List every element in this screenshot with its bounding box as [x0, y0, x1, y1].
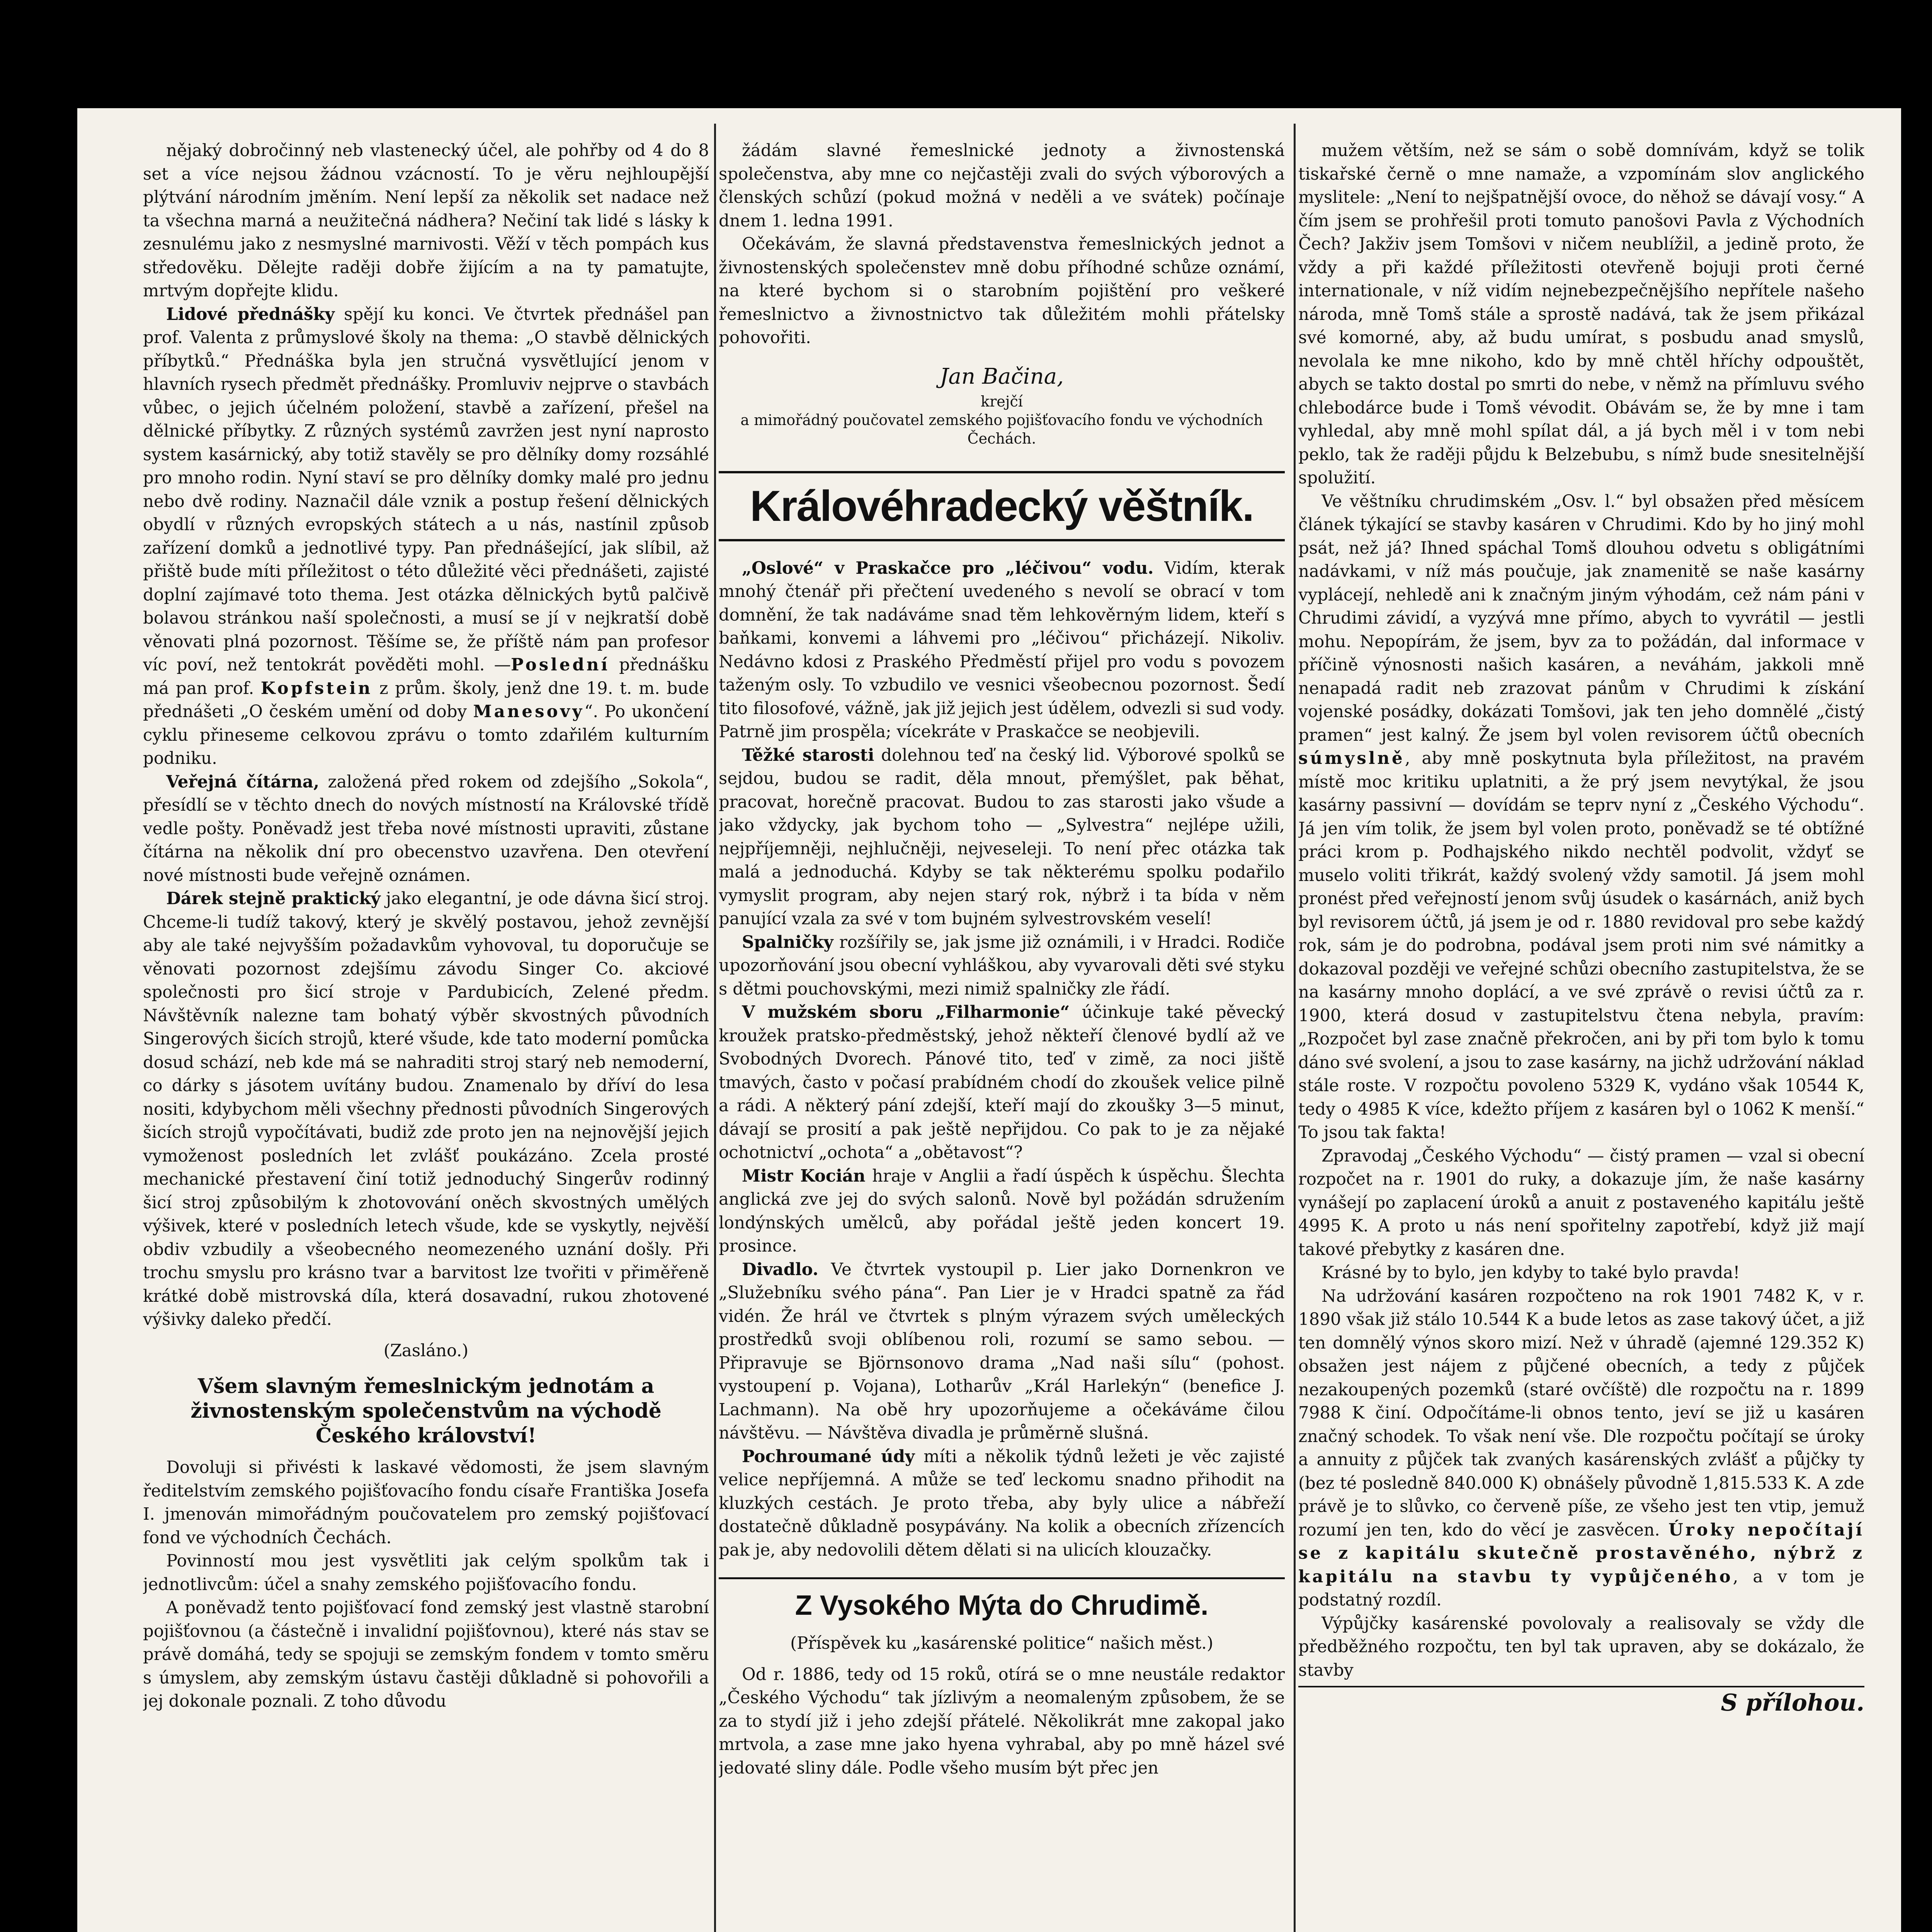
- paragraph: Divadlo. Ve čtvrtek vystoupil p. Lier jako Dornenkron ve „Služebníku svého pána“. Pan Lier je v Hradci spatně za řád vidén. Že hrál ve čtvrtek s plným výrazem svých uměleckých prostředků svoji oblíbenou roli, rozumí se samo sebou. — Připravuje se Björnsonovo drama „Nad naši sílu“ (pohost. vystoupení p. Vojana), Lotharův „Král Harlekýn“ (benefice J. Lachmann). Na obě hry upozorňujeme a očekáváme čilou návštěvu. — Návštěva divadla je průměrně slušná.: [719, 1259, 1285, 1443]
- article-heading: Z Vysokého Mýta do Chrudimě.: [719, 1577, 1285, 1624]
- column-divider: [714, 124, 716, 1932]
- paragraph-lead: Mistr Kocián: [742, 1166, 866, 1186]
- column-1: [143, 139, 709, 1932]
- paragraph: Na udržování kasáren rozpočteno na rok 1901 7482 K, v r. 1890 však již stálo 10.544 K a bude letos as zase takový účet, a již ten domnělý výnos skoro mizí. Než v úhradě (ajemné 129.352 K) obsažen jest nájem z půjčené obecních, a tedy z půjček nezakoupených pozemků (staré ovčíště) dle rozpočtu na r. 1899 7988 K činí. Odpočítáme-li obnos tento, jeví se již u kasáren značný schodek. To však není vše. Dle rozpočtu počítají se úroky a annuity z půjček tak zvaných kasárenských zvlášť a půjčky ty (bez té posledně 840.000 K) obnášely původně 1,815.533 K. A zde právě je to slůvko, co červeně píše, ze všeho jest ten vtip, jemuž rozumí jen ten, kdo do věcí je zasvěcen. Úroky nepočítají se z kapitálu skutečně prostavěného, nýbrž z kapitálu na stavbu ty vypůjčeného, a v tom je podstatný rozdíl.: [1298, 1286, 1864, 1610]
- paragraph: Veřejná čítárna, založená před rokem od zdejšího „Sokola“, přesídlí se v těchto dnech do nových místností na Královské třídě vedle pošty. Poněvadž jest třeba nové místnosti upraviti, zůstane čítárna na několik dní pro obecenstvo uzavřena. Den otevření nové místnosti bude veřejně oznámen.: [143, 772, 709, 885]
- paragraph: Spalničky rozšířily se, jak jsme již oznámili, i v Hradci. Rodiče upozorňování jsou obecní vyhláškou, aby vyvarovali děti své styku s dětmi pouchovskými, mezi nimiž spalničky zle řádí.: [719, 932, 1285, 999]
- paragraph: Ve věštníku chrudimském „Osv. l.“ byl obsažen před měsícem článek týkající se stavby kasáren v Chrudimi. Kdo by ho jiný mohl psát, než já? Ihned spáchal Tomš dlouhou odvetu s obligátními nadávkami, v níž más poučuje, jak znamenitě se naše kasárny vyplácejí, nehledě ani k značným jiným výhodám, cež nám páni v Chrudimi závidí, a vyzývá mne přímo, abych to vyvrátil — jestli mohu. Nepopírám, že jsem, byv za to požádán, dal informace v příčině výnosnosti našich kasáren, a neváhám, jakkoli mně nenapadá radit neb zrazovat pánům v Chrudimi k získání vojenské posádky, dokázati Tomšovi, jak ten jeho domnělé „čistý pramen“ jest kalný. Že jsem byl volen revisorem účtů obecních súmyslně, aby mně poskytnuta byla příležitost, na pravém místě moc kritiku uplatniti, a že prý jsem nevytýkal, že jsou kasárny passivní — dovídám se teprv nyní z „Českého Východu“. Já jen vím tolik, že jsem byl volen proto, poněvadž se té obtížné práci krom p. Podhajského nikdo nechtěl podvolit, vždyť se muselo voliti třikrát, každý svolený vždy samotil. Já jsem mohl pronést před veřejností jenom svůj úsudek o kasárnách, aniž bych byl revisorem účtů, já jsem je od r. 1880 revidoval pro sebe každý rok, sám je do podrobna, podával jsem proti nim své námitky a dokazoval později ve veřejné schůzi obecního zastupitelstva, že se na kasárny mnoho doplácí, a ve své zprávě o revisi účtů za r. 1900, která dosud v zastupitelstvu čtena nebyla, pravím: „Rozpočet byl zase značně překročen, ani by při tom bylo k tomu dáno své svolení, a jsou to zase kasárny, na jichž udržování náklad stále roste. V rozpočtu povoleno 5329 K, vydáno však 10544 K, tedy o 4985 K více, kdežto příjem z kasáren byl o 1062 K menší.“ To jsou tak fakta!: [1298, 492, 1864, 1142]
- paragraph-lead: Dárek stejně praktický: [166, 889, 381, 908]
- column-divider: [1294, 124, 1296, 1932]
- paragraph: Zpravodaj „Českého Východu“ — čistý pramen — vzal si obecní rozpočet na r. 1901 do ruky, a dokazuje jím, že naše kasárny vynášejí po zaplacení úroků a anuit z postaveného kapitálu ještě 4995 K. A proto u nás není spořitelny zapotřebí, když již mají takové přebytky z kasáren dne.: [1298, 1146, 1864, 1259]
- signature-title: a mimořádný poučovatel zemského pojišťovacího fondu ve východních Čechách.: [740, 411, 1263, 447]
- paragraph-lead: Těžké starosti: [742, 745, 874, 765]
- paragraph: Pochroumané údy míti a několik týdnů ležeti je věc zajisté velice nepříjemná. A může se teď leckomu snadno přihodit na kluzkých cestách. Je proto třeba, aby byly ulice a nábřeží dostatečně důkladně posypávány. Na kolik a obecních zřízencích pak je, aby nedovolili dětem dělati si na ulicích klouzačky.: [719, 1446, 1285, 1560]
- paragraph: Očekávám, že slavná představenstva řemeslnických jednot a živnostenských společenstev mně dobu příhodné schůze oznámí, na které bychom si o starobním pojištění pro veškeré řemeslnictvo a živnostnictvo tak důležitém mohli přátelsky pohovořiti.: [719, 235, 1285, 347]
- paragraph-lead: Veřejná čítárna,: [166, 772, 320, 792]
- newspaper-page: [77, 108, 1901, 1932]
- signature-name: Jan Bačina,: [940, 364, 1064, 389]
- paragraph: Dárek stejně praktický jako elegantní, je ode dávna šicí stroj. Chceme-li tudíž takový, který je skvělý postavou, jehož zevnější aby ale také nejvyšším požadavkům vyhovoval, tu doporučuje se věnovati pozornost zdejšímu závodu Singer Co. akciové společnosti pro šicí stroje v Pardubicích, Zelené předm. Návštěvník nalezne tam bohatý výběr skvostných původních Singerových šicích strojů, které všude, kde tato moderní pomůcka dosud schází, neb kde má se nahraditi stroj starý neb nemoderní, co dárky s jásotem uvítány budou. Znamenalo by dříví do lesa nositi, kdybychom měli všechny přednosti původních Singerových šicích strojů vypočítávati, budiž zde proto jen na nejnovější jejich vymoženost posledních let zvlášť poukázáno. Zcela prosté mechanické přestavení činí totiž jednoduchý Singerův rodinný šicí stroj způsobilým k zhotovování oněch skvostných umělých výšivek, které v posledních letech všude, kde se vyskytly, nejvěší obdiv vzbudily a všeobecného neomezeného uznání došly. Při trochu smyslu pro krásno tvar a barvitost lze tvořiti v přiměřeně krátké době mistrovská díla, která dosavadní, rukou zhotovené výšivky daleko předčí.: [143, 889, 709, 1329]
- paragraph: Těžké starosti dolehnou teď na český lid. Výborové spolků se sejdou, budou se radit, děla mnout, přemýšlet, pak běhat, pracovat, horečně pracovat. Budou to zas starosti jako všude a jako vždycky, jak bychom toho — „Sylvestra“ nejlépe užili, nejpříjemněji, nejhlučněji, nejveseleji. To není přec otázka tak malá a jednoduchá. Kdyby se tak některému spolku podařilo vymyslit program, aby nejen starý rok, nýbrž i ta bída v něm panující vzala za své v tom bujném sylvestrovském veselí!: [719, 745, 1285, 929]
- paragraph-lead: Spalničky: [742, 932, 833, 952]
- paragraph-lead: V mužském sboru „Filharmonie“: [742, 1002, 1070, 1022]
- paragraph: A poněvadž tento pojišťovací fond zemský jest vlastně starobní pojišťovnou (a částečně i invalidní pojišťovnou), které nás stav se právě domáhá, tedy se spojuji se zemským fondem v tomto směru s úmyslem, aby zemským ústavu častěji důkladně si pohovořili a jej dokonale poznali. Z toho důvodu: [143, 1598, 709, 1711]
- article-heading: Všem slavným řemeslnickým jednotám a živnostenským společenstvům na východě Českého království!: [190, 1374, 662, 1447]
- paragraph-lead: Lidové přednášky: [166, 304, 335, 324]
- paragraph: Mistr Kocián hraje v Anglii a řadí úspěch k úspěchu. Šlechta anglická zve jej do svých salonů. Nově byl požádán sdružením londýnských umělců, aby pořádal ještě jeden koncert 19. prosince.: [719, 1166, 1285, 1256]
- paragraph: nějaký dobročinný neb vlastenecký účel, ale pohřby od 4 do 8 set a více nejsou žádnou vzácností. To je věru nejhloupější plýtvání národním jměním. Není lepší za několik set nadace než ta všechna marná a neužitečná nádhera? Nečiní tak lidé s lásky k zesnulému jako z nesmyslné marnivosti. Věží v těch pompách kus středověku. Dělejte raději dobře žijícím a na ty pamatujte, mrtvým dopřejte klidu.: [143, 141, 709, 301]
- paragraph: Dovoluji si přivésti k laskavé vědomosti, že jsem slavným ředitelstvím zemského pojišťovacího fondu císaře Františka Josefa I. jmenován mimořádným poučovatelem pro zemský pojišťovací fond ve východních Čechách.: [143, 1458, 709, 1548]
- signature-role: krejčí: [981, 393, 1023, 410]
- section-masthead: Královéhradecký věštník.: [719, 471, 1285, 541]
- paragraph: „Oslové“ v Praskačce pro „léčivou“ vodu. Vidím, kterak mnohý čtenář při přečtení uvedeného s nevolí se obrací v tom domnění, že tak nadáváme snad těm lehkověrným lidem, kteří s baňkami, konvemi a láhvemi pro „léčivou“ přicházejí. Nikoliv. Nedávno kdosi z Praského Předměstí přijel pro vodu s povozem taženým osly. To vzbudilo ve vesnici všeobecnou pozornost. Šedí tito filosofové, vážně, jak již jejich jest údělem, odvezli si sud vody. Patrně jim prospěla; vícekráte v Praskačce se neobjevili.: [719, 558, 1285, 742]
- paragraph: V mužském sboru „Filharmonie“ účinkuje také pěvecký kroužek pratsko-předměstský, jehož někteří členové bydlí až ve Svobodných Dvorech. Pánové tito, teď v zimě, za noci jiště tmavých, často v počasí prabídném chodí do zkoušek velice pilně a rádi. A některý pání zdejší, kteří mají do zkoušky 3—5 minut, dávají se prosití a pak ještě nepřijdou. Co pak to je za nějaké ochotnictví „ochota“ a „obětavost“?: [719, 1002, 1285, 1162]
- paragraph: Povinností mou jest vysvětliti jak celým spolkům tak i jednotlivcům: účel a snahy zemského pojišťovacího fondu.: [143, 1551, 709, 1594]
- paragraph: Výpůjčky kasárenské povolovaly a realisovaly se vždy dle předběžného rozpočtu, ten byl tak upraven, aby se dokázalo, že stavby: [1298, 1614, 1864, 1680]
- paragraph-lead: Pochroumané údy: [742, 1446, 915, 1466]
- paragraph: žádám slavné řemeslnické jednoty a živnostenská společenstva, aby mne co nejčastěji zvali do svých výborových a členských schůzí (pokud možná v neděli a ve svátek) počínaje dnem 1. ledna 1991.: [719, 141, 1285, 231]
- paragraph: mužem větším, než se sám o sobě domnívám, když se tolik tiskařské černě o mne namaže, a vzpomínám slov anglického myslitele: „Není to nejšpatnější ovoce, do něhož se dávají vosy.“ A čím jsem se prohřešil proti tomuto panošovi Pavla z Východních Čech? Jakživ jsem Tomšovi v ničem neublížil, a jedině proto, že vždy a při každé příležitosti otevřeně bojuji proti černé internationale, v níž vidím nejnebezpečnějšího nepřítele našeho národa, mně Tomš stále a sprostě nadává, tak že jsem přikázal své komorné, aby, až budu umírat, s posbudu anad smyslů, nevolala ke mne nikoho, kdo by mně chtěl hříchy odpouštět, abych se takto dostal po smrti do nebe, v němž na přímluvu svého chlebodárce bude i Tomš vévodit. Obávám se, že by mne i tam vyhledal, aby mně mohl spílat dál, a já bych měl i v tom nebi peklo, tak že raději půjdu k Belzebubu, s nímž bude snesitelnější spolužití.: [1298, 141, 1864, 488]
- column-3: [1298, 139, 1864, 1932]
- zaslano-label: (Zasláno.): [383, 1341, 469, 1361]
- article-subheading: (Příspěvek ku „kasárenské politice“ našich měst.): [790, 1634, 1213, 1653]
- paragraph: Lidové přednášky spějí ku konci. Ve čtvrtek přednášel pan prof. Valenta z průmyslové školy na thema: „O stavbě dělnických příbytků.“ Přednáška byla jen stručná vysvětlující jenom v hlavních rysech předmět přednášky. Promluviv nejprve o stavbách vůbec, o jejich účelném položení, stavbě a zařízení, přešel na dělnické příbytky. Z různých systémů zavržen jest nyní naprosto system kasárnický, aby totiž stavěly se pro dělníky domy rozsáhlé pro mnoho rodin. Nyní staví se pro dělníky domky malé pro jednu nebo dvě rodiny. Naznačil dále vznik a postup řešení dělnických obydlí v různých evropských státech a u nás, nastínil způsob zařízení domků a jednotlivé typy. Pan přednášející, jak slíbil, až přiště bude míti příležitost o této důležité věci přednášeti, zajisté doplní zajímavé toto thema. Jest otázka dělnických bytů palčivě bolavou stránkou naší společnosti, a musí se jí v nejkratší době věnovati plná pozornost. Těšíme se, že příště nám pan profesor víc poví, než tentokrát pověděti mohl. —Poslední přednášku má pan prof. Kopfstein z prům. školy, jenž dne 19. t. m. bude přednášeti „O českém umění od doby Manesovy“. Po ukončení cyklu přineseme celkovou zprávu o tomto zdařilém kulturním podniku.: [143, 304, 709, 768]
- paragraph-lead: Divadlo.: [742, 1259, 819, 1279]
- paragraph: Krásné by to bylo, jen kdyby to také bylo pravda!: [1321, 1263, 1740, 1282]
- column-2: [719, 139, 1285, 1932]
- paragraph: Od r. 1886, tedy od 15 roků, otírá se o mne neustále redaktor „Českého Východu“ tak jízlivým a neomaleným způsobem, že se za to stydí již i jeho zdejší přátelé. Několikrát mne zakopal jako mrtvola, a zase mne jako hyena vyhrabal, aby po mně házel své jedovaté sliny dále. Podle všeho musím být přec jen: [719, 1665, 1285, 1778]
- supplement-note: S přílohou.: [1298, 1686, 1864, 1718]
- paragraph-lead: „Oslové“ v Praskačce pro „léčivou“ vodu.: [742, 558, 1154, 578]
